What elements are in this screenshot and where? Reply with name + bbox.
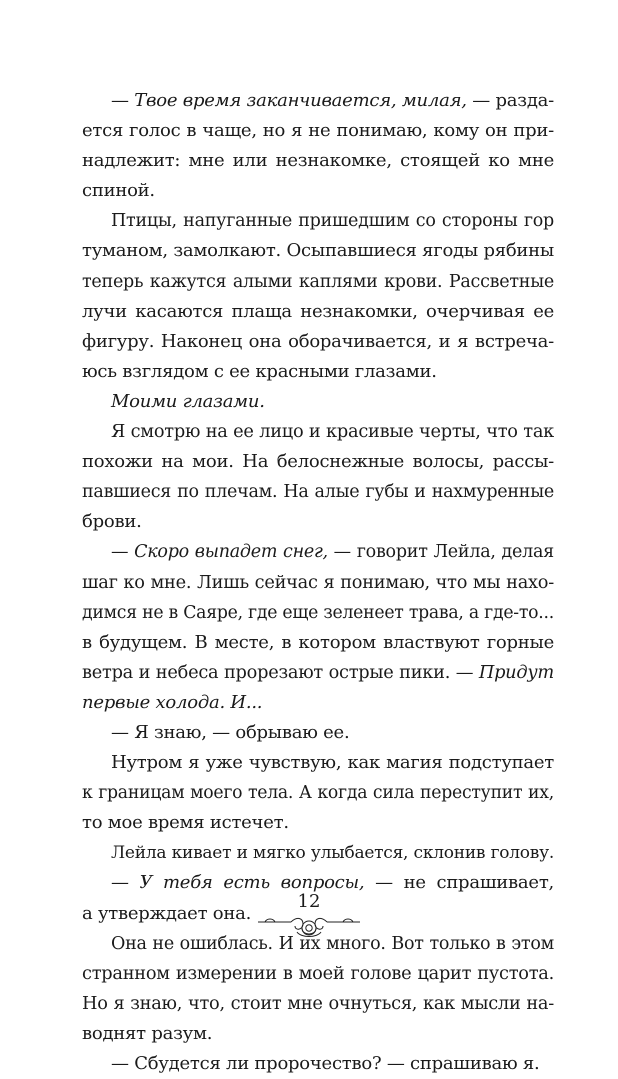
text-run: Но я знаю, что, стоит мне очнуться, как мысли на- <box>82 993 554 1014</box>
text-run: — говорит Лейла, делая <box>327 542 554 563</box>
text-run: воднят разум. <box>82 1022 213 1044</box>
text-line <box>82 146 554 176</box>
italic-run: Скоро выпадет снег, <box>134 542 328 563</box>
text-line <box>82 748 554 778</box>
text-run: Лейла кивает и мягко улыбается, склонив голову. <box>111 843 554 864</box>
text-line <box>82 507 554 537</box>
text-run: — Я знаю, — обрываю ее. <box>111 721 350 743</box>
italic-run: Твое время заканчивается, милая, <box>134 90 467 111</box>
text-run: к границам моего тела. А когда сила переступит их, <box>82 783 554 804</box>
text-line <box>82 628 554 658</box>
text-run: павшиеся по плечам. На алые губы и нахмуренные <box>82 482 554 503</box>
text-line <box>82 357 554 387</box>
text-run: юсь взглядом с ее красными глазами. <box>82 360 437 382</box>
text-run: Я смотрю на ее лицо и красивые черты, что так <box>111 422 554 443</box>
text-run: Она не ошиблась. И их много. Вот только в этом <box>111 933 554 954</box>
text-run: димся не в Саяре, где еще зеленеет трава, а где-то... <box>82 602 554 623</box>
text-run: Птицы, напуганные пришедшим со стороны гор <box>111 211 554 232</box>
text-line <box>82 598 554 628</box>
text-line <box>82 989 554 1019</box>
text-run: шаг ко мне. Лишь сейчас я понимаю, что мы нахо- <box>82 572 554 593</box>
text-run: в будущем. В месте, в котором властвуют горные <box>82 631 554 653</box>
text-line <box>82 327 554 357</box>
text-line <box>82 176 554 206</box>
text-line <box>82 808 554 838</box>
text-run: ется голос в чаще, но я не понимаю, кому он при- <box>82 120 554 142</box>
text-run: надлежит: мне или незнакомке, стоящей ко мне <box>82 150 554 172</box>
text-line <box>82 688 554 718</box>
text-run: ветра и небеса прорезают острые пики. — <box>82 662 479 683</box>
text-line <box>82 477 554 507</box>
italic-run: — У тебя есть вопросы, <box>111 872 365 894</box>
text-run: фигуру. Наконец она оборачивается, и я встреча- <box>82 330 554 352</box>
text-run: спиной. <box>82 180 155 202</box>
text-line <box>82 206 554 236</box>
text-line <box>82 718 554 748</box>
text-line <box>82 86 554 116</box>
text-run: теперь кажутся алыми каплями крови. Рассветные <box>82 271 554 292</box>
text-line <box>82 417 554 447</box>
text-line <box>82 1049 554 1079</box>
text-line <box>82 447 554 477</box>
text-run: Нутром я уже чувствую, как магия подступает <box>111 752 554 774</box>
text-line <box>82 116 554 146</box>
text-run: — разда- <box>466 90 554 111</box>
italic-run: Придут <box>478 662 554 683</box>
text-line <box>82 267 554 297</box>
text-run: — не спрашивает, <box>364 872 554 894</box>
text-line <box>82 537 554 567</box>
text-run: то мое время истечет. <box>82 812 289 834</box>
text-run: лучи касаются плаща незнакомки, очерчивая ее <box>82 300 554 322</box>
text-line <box>82 778 554 808</box>
text-line <box>82 387 554 417</box>
text-line <box>82 1019 554 1049</box>
text-line <box>82 297 554 327</box>
page-number: 12 <box>297 891 321 912</box>
text-run: странном измерении в моей голове царит пустота. <box>82 963 554 984</box>
text-line <box>82 959 554 989</box>
italic-run: Моими глазами. <box>111 390 265 412</box>
text-line <box>82 568 554 598</box>
text-run: туманом, замолкают. Осыпавшиеся ягоды рябины <box>82 240 554 262</box>
italic-run: первые холода. И... <box>82 691 263 713</box>
text-run: брови. <box>82 511 142 533</box>
text-line <box>82 838 554 868</box>
text-line <box>82 658 554 688</box>
text-run: — <box>111 90 135 111</box>
text-run: похожи на мои. На белоснежные волосы, рассы- <box>82 451 554 473</box>
ornament-flourish-icon <box>257 912 361 940</box>
text-run: а утверждает она. <box>82 902 252 924</box>
text-run: — <box>111 542 135 563</box>
text-line <box>82 236 554 266</box>
text-run: — Сбудется ли пророчество? — спрашиваю я. <box>111 1053 540 1074</box>
